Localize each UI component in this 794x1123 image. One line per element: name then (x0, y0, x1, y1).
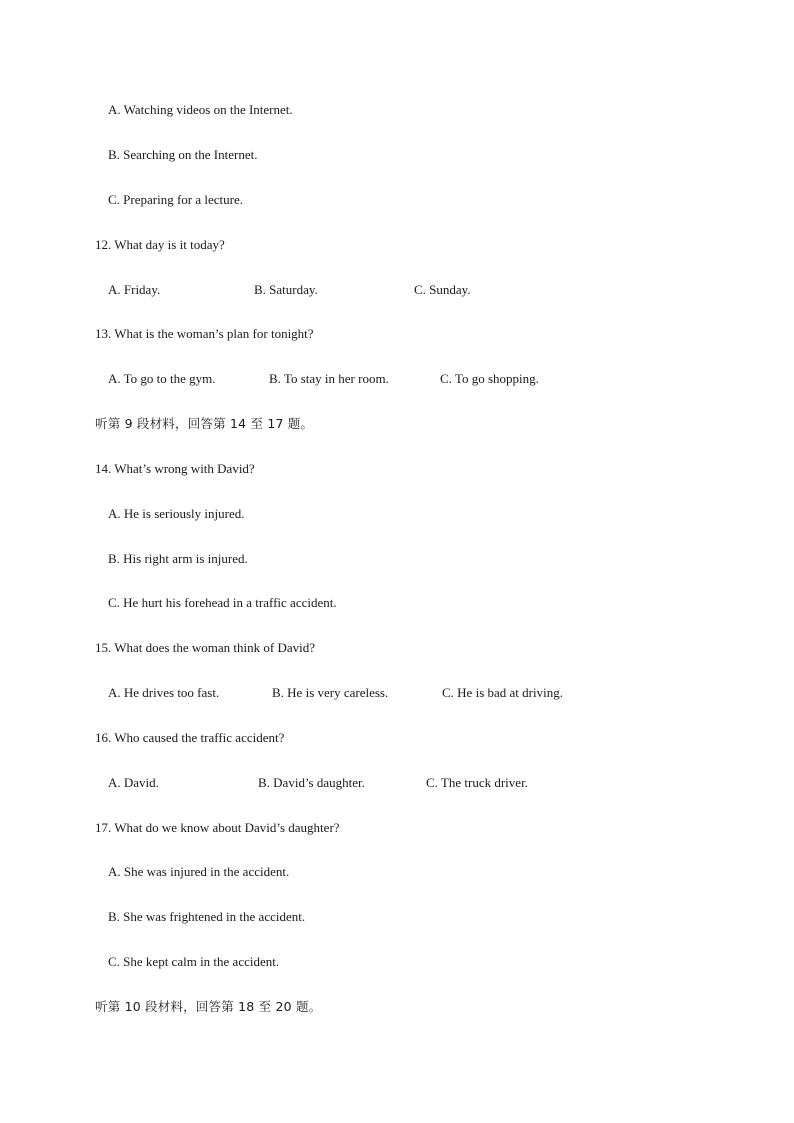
q17-option-b: B. She was frightened in the accident. (108, 909, 306, 924)
q14-option-b: B. His right arm is injured. (108, 551, 248, 566)
section-9-instruction: 听第 9 段材料，回答第 14 至 17 题。 (95, 416, 314, 431)
q15-option-b: B. He is very careless. (272, 685, 389, 700)
q16-option-a: A. David. (108, 775, 159, 790)
q13-option-c: C. To go shopping. (440, 371, 539, 386)
q11-option-a: A. Watching videos on the Internet. (108, 102, 293, 117)
q15-option-a: A. He drives too fast. (108, 685, 220, 700)
q13-option-a: A. To go to the gym. (108, 371, 216, 386)
q16-option-c: C. The truck driver. (426, 775, 528, 790)
question-14: 14. What’s wrong with David? (95, 461, 255, 476)
q17-option-a: A. She was injured in the accident. (108, 864, 290, 879)
q17-option-c: C. She kept calm in the accident. (108, 954, 280, 969)
q12-option-c: C. Sunday. (414, 282, 471, 297)
question-12: 12. What day is it today? (95, 237, 225, 252)
question-13: 13. What is the woman’s plan for tonight? (95, 326, 314, 341)
q15-option-c: C. He is bad at driving. (442, 685, 563, 700)
question-15: 15. What does the woman think of David? (95, 640, 315, 655)
q13-option-b: B. To stay in her room. (269, 371, 389, 386)
q11-option-c: C. Preparing for a lecture. (108, 192, 244, 207)
section-10-instruction: 听第 10 段材料，回答第 18 至 20 题。 (95, 999, 322, 1014)
question-17: 17. What do we know about David’s daughter? (95, 820, 340, 835)
q14-option-a: A. He is seriously injured. (108, 506, 245, 521)
q12-option-b: B. Saturday. (254, 282, 318, 297)
q16-option-b: B. David’s daughter. (258, 775, 365, 790)
question-16: 16. Who caused the traffic accident? (95, 730, 285, 745)
q12-option-a: A. Friday. (108, 282, 161, 297)
q14-option-c: C. He hurt his forehead in a traffic accident. (108, 595, 337, 610)
q11-option-b: B. Searching on the Internet. (108, 147, 258, 162)
